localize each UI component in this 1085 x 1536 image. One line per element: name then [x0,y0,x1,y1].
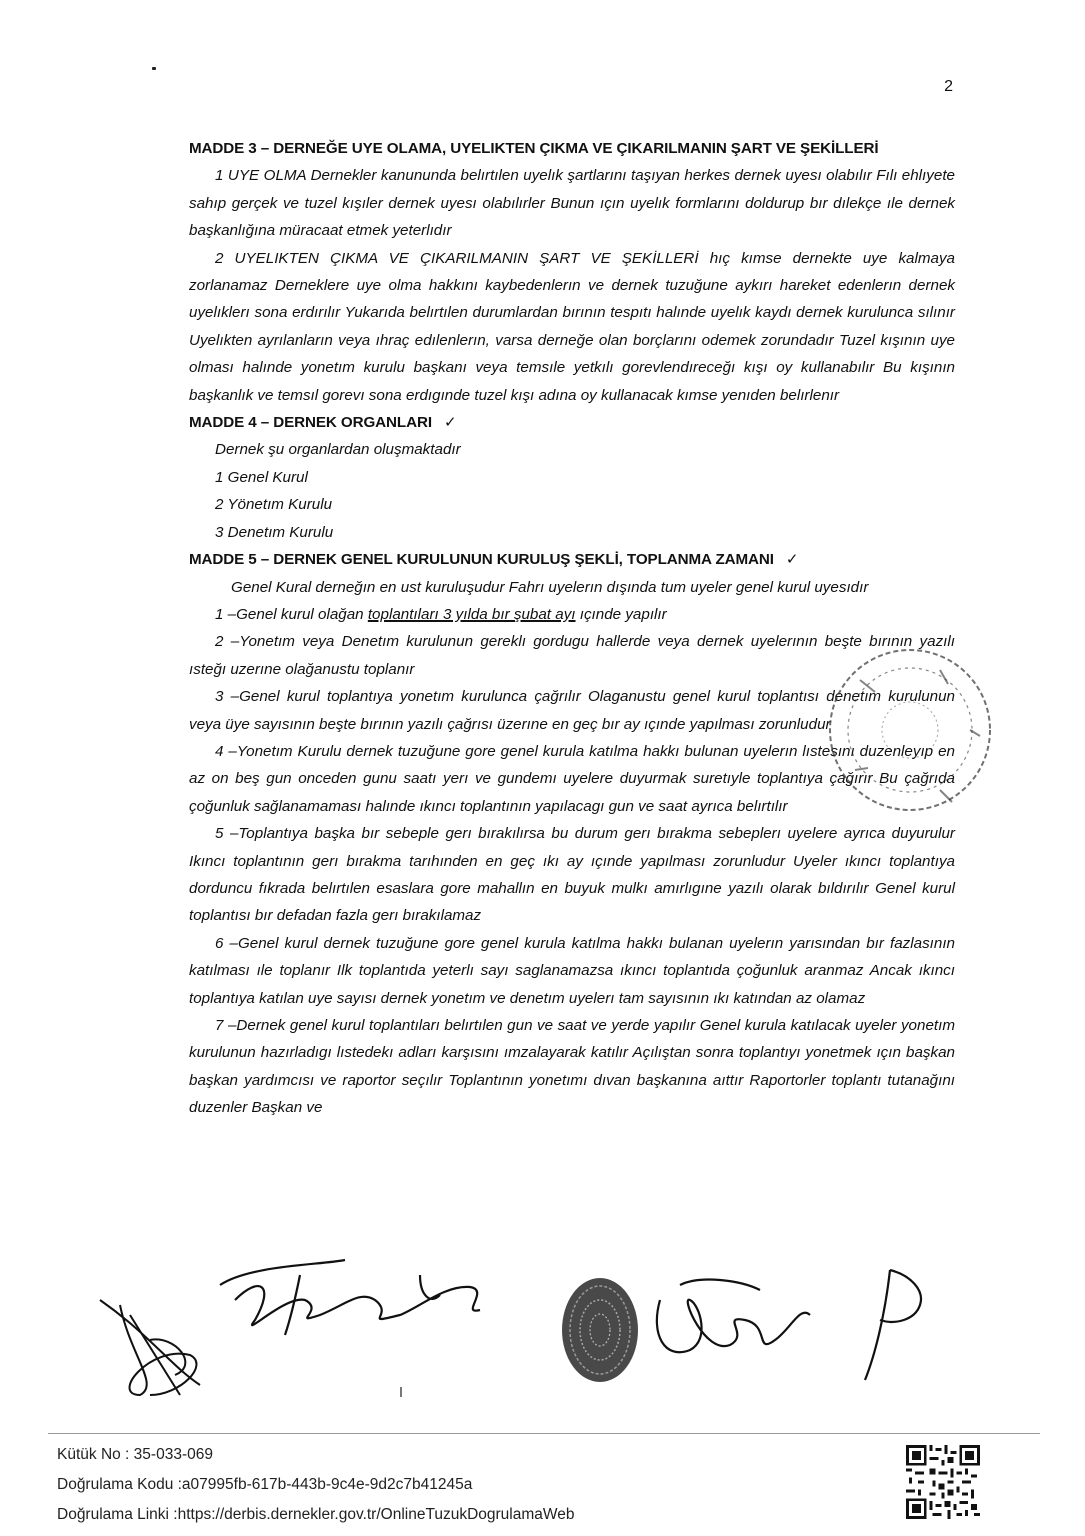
verification-link[interactable]: Doğrulama Linki :https://derbis.dernekler.gov.tr/OnlineTuzukDogrulamaWeb [57,1506,575,1523]
scan-mark [400,1387,402,1397]
madde-3-paragraph-1: 1 UYE OLMA Dernekler kanununda belırtılen uyelık şartlarını taşıyan herkes dernek uyesı olabılır Fılı ehlıyete sahıp gerçek ve tuzel kışıler dernek uyesı olabılırler Bunun ıçın uyelık formlarını doldurup bır dılekçe ıle dernek başkanlığına müracaat etmek yeterlıdır [189,167,955,240]
madde-5-item-6: 6 –Genel kurul dernek tuzuğune gore genel kurula katılma hakkı bulanan uyelerın yarısından bır fazlasının katılması ıle toplanır Ilk toplantıda yeterlı sayı saglanamazsa ıkıncı toplantıda çoğunluk aranmaz Ancak ıkıncı toplantıya katılan uye sayısı dernek yonetım ve denetım uyelerı tam sayısının ıkı katından az olamaz [189,934,955,1007]
madde-5-item-5: 5 –Toplantıya başka bır sebeple gerı bırakılırsa bu durum gerı bırakma sebeplerı uyelere ayrıca duyurulur Ikıncı toplantının gerı bırakma tarıhınden en geç ıkı ay ıçınde yapılması zorunludur Uyeler ıkıncı toplantıya dorduncu fıkrada belırtılen esaslara gore mahallın en buyuk mulkı amırlıgıne yazılı olarak bıldırılır Genel kurul toplantısı bır defadan fazla gerı bırakılamaz [189,825,955,925]
document-body [189,135,955,1122]
organ-item: 3 Denetım Kurulu [215,523,334,541]
item-1-text: 1 –Genel kurul olağan [215,605,368,623]
madde-5-item-4: 4 –Yonetım Kurulu dernek tuzuğune gore genel kurula katılma hakkı bulunan uyelerın lıstesını duzenleyıp en az on beş gun onceden gunu saatı yerı ve gundemı uyelere duyurmak suretıyle toplantıya çağırır Bu çağrıda çoğunluk sağlanamaması halınde ıkıncı toplantının yapılacagı gun ve saat ayrıca belırtılır [189,742,955,815]
verification-code: Doğrulama Kodu :a07995fb-617b-443b-9c4e-9d2c7b41245a [57,1476,473,1493]
checkmark-icon: ✓ [443,414,457,432]
madde-5-heading: MADDE 5 – DERNEK GENEL KURULUNUN KURULUŞ ŞEKLİ, TOPLANMA ZAMANI [189,551,774,569]
signature-center-right [657,1280,810,1353]
signatures-area [0,1245,1085,1425]
organ-item: 1 Genel Kurul [215,468,308,486]
madde-5-intro: Genel Kural derneğın en ust kuruluşudur Fahrı uyelerın dışında tum uyeler genel kurul uyesıdır [231,578,869,596]
organ-item: 2 Yönetım Kurulu [215,496,333,514]
association-seal [820,640,1000,820]
item-1-text-end: ıçınde yapılır [575,605,667,623]
madde-3-heading: MADDE 3 – DERNEĞE UYE OLAMA, UYELIKTEN ÇIKMA VE ÇIKARILMANIN ŞART VE ŞEKİLLERİ [189,140,879,157]
item-1-underlined-text: toplantıları 3 yılda bır şubat ayı [367,605,576,623]
madde-4-heading-row [189,409,955,436]
kutuk-number: Kütük No : 35-033-069 [57,1446,213,1463]
scan-speck [152,67,156,70]
madde-5-heading-row [189,546,955,573]
page-number: 2 [944,78,953,95]
madde-5-item-1 [189,601,955,628]
footer-divider [48,1433,1040,1434]
fingerprint-mark [562,1278,638,1382]
madde-5-item-3: 3 –Genel kurul toplantıya yonetım kurulunca çağrılır Olaganustu genel kurul toplantısı denetım kurulunun veya üye sayısının beşte bırının yazılı çağrısı üzerıne en geç bır ay ıçınde yapılması zorunludur [189,688,955,733]
qr-code-icon [906,1445,980,1519]
madde-4-heading: MADDE 4 – DERNEK ORGANLARI [189,414,432,432]
madde-5-item-2: 2 –Yonetım veya Denetım kurulunun gereklı gordugu hallerde veya dernek uyelerının beşte bırının yazılı ısteğı uzerıne olağanustu toplanır [189,633,955,678]
signature-center-left [220,1260,480,1335]
madde-4-intro: Dernek şu organlardan oluşmaktadır [215,441,461,459]
checkmark-icon: ✓ [785,551,799,569]
verification-footer [57,1440,575,1530]
madde-5-item-7: 7 –Dernek genel kurul toplantıları belırtılen gun ve saat ve yerde yapılır Genel kurula katılacak uyeler yonetım kurulunun hazırladıgı lıstedekı adları karşısını ımzalayarak katılır Açılıştan sonra toplantıyı yonetmek ıçın başkan başkan yardımcısı ve raportor seçılır Toplantının yonetımı dıvan başkanına aıttır Raportorler toplantı tutanağını duzenler Başkan ve [189,1017,955,1117]
signature-right [865,1270,921,1380]
madde-3-paragraph-2: 2 UYELIKTEN ÇIKMA VE ÇIKARILMANIN ŞART VE ŞEKİLLERİ hıç kımse dernekte uye kalmaya zorlanamaz Derneklere uye olma hakkını kaybedenlerın ve dernek tuzuğune aykırı hareket edenlerın dernek uyelıklerı sona erdırılır Yukarıda belırtılen durumlardan bırının tespıtı halınde uyelık kaydı dernek kurulunca sılınır Uyelıkten ayrılanların veya ıhraç edılenlerın, varsa derneğe olan borçlarını odemek zorundadır Tuzel kışının uye olması halınde yonetım kurulu başkanı veya temsıle yetkılı gorevlendıreceğı kışı oy kullanabılır Bu kışının başkanlık ve temsıl gorevı sona erdıgınde tuzel kışı adına oy kullanacak kımse yenıden belırlenır [189,249,955,404]
signature-left [100,1300,200,1395]
